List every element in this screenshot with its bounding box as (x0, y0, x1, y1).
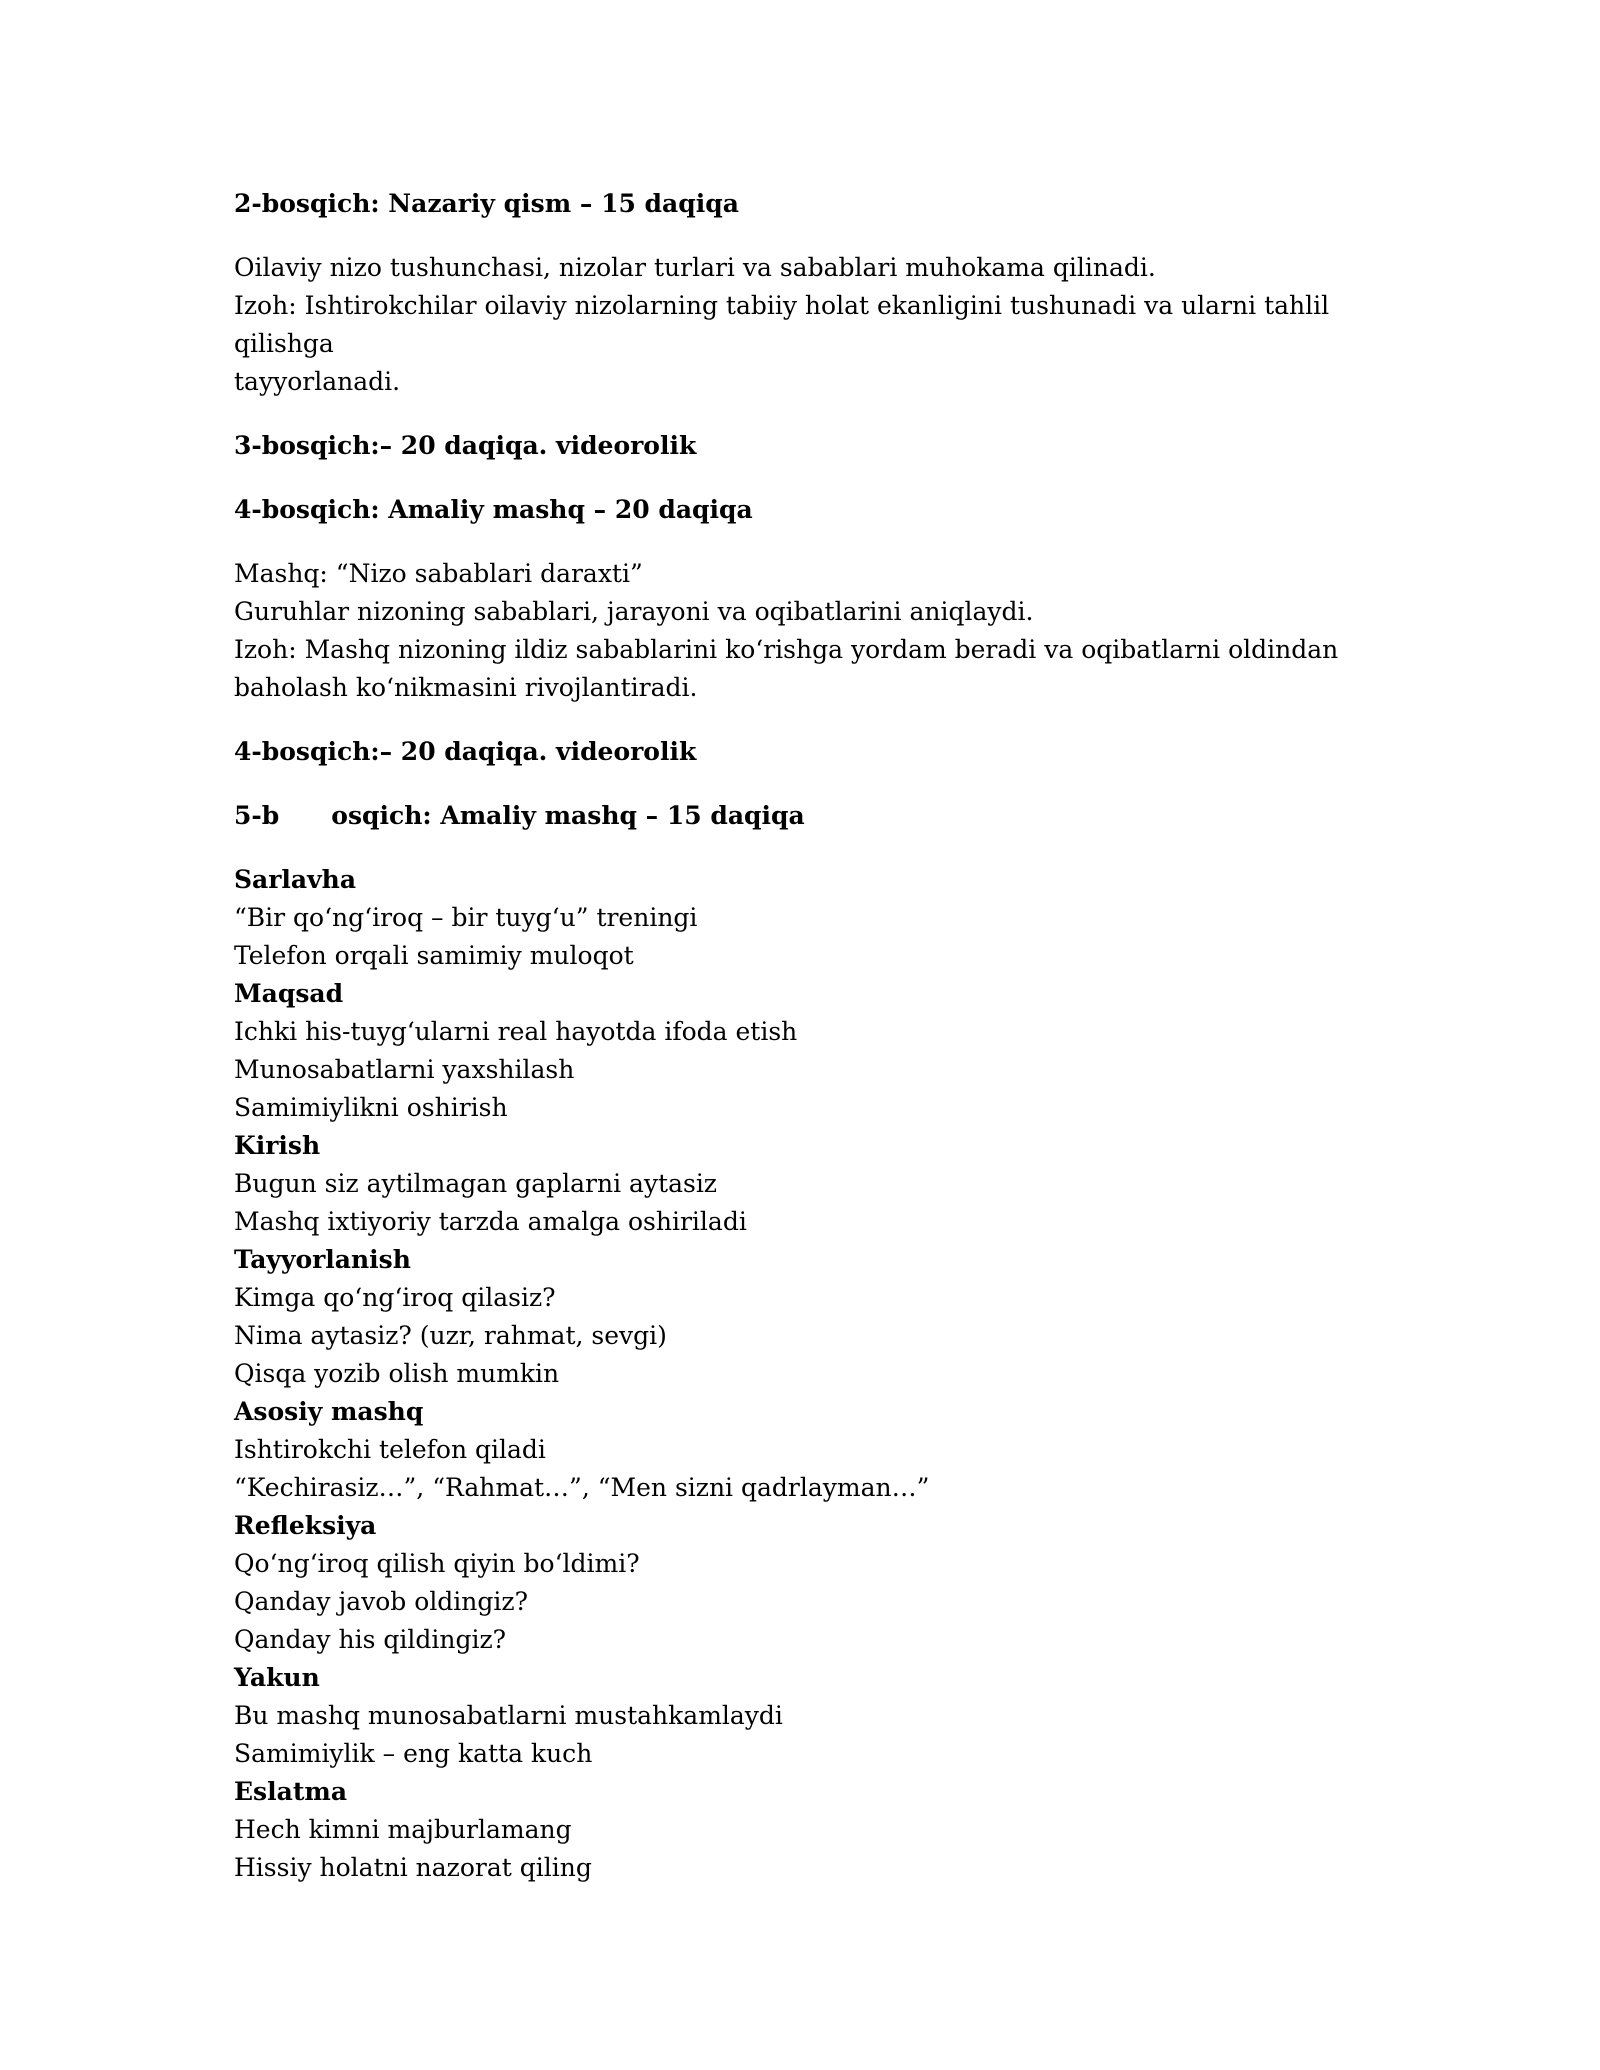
section-line: Nima aytasiz? (uzr, rahmat, sevgi) (234, 1321, 667, 1350)
stage-2-line: Izoh: Ishtirokchilar oilaviy nizolarning tabiiy holat ekanligini tushunadi va ularni tahlil qilishga (234, 291, 1330, 358)
stage-5-heading (234, 797, 1374, 835)
section-title-asosiy-mashq: Asosiy mashq (234, 1397, 424, 1426)
stage-3-heading: 3-bosqich:– 20 daqiqa. videorolik (234, 431, 697, 460)
section-line: Hissiy holatni nazorat qiling (234, 1853, 592, 1882)
section-line: Ichki his-tuyg‘ularni real hayotda ifoda etish (234, 1017, 798, 1046)
document-page (234, 185, 1374, 1887)
section-line: Samimiylik – eng katta kuch (234, 1739, 593, 1768)
section-title-refleksiya: Refleksiya (234, 1511, 377, 1540)
stage-4-line: Izoh: Mashq nizoning ildiz sabablarini ko‘rishga yordam beradi va oqibatlarni oldindan (234, 635, 1339, 664)
section-line: “Bir qo‘ng‘iroq – bir tuyg‘u” treningi (234, 903, 698, 932)
stage-2-line: tayyorlanadi. (234, 367, 401, 396)
section-line: Kimga qo‘ng‘iroq qilasiz? (234, 1283, 556, 1312)
section-line: Qanday javob oldingiz? (234, 1587, 528, 1616)
stage-5-heading-part2: osqich: Amaliy mashq – 15 daqiqa (331, 801, 805, 830)
section-title-yakun: Yakun (234, 1663, 320, 1692)
section-title-tayyorlanish: Tayyorlanish (234, 1245, 411, 1274)
stage-4-heading: 4-bosqich: Amaliy mashq – 20 daqiqa (234, 495, 753, 524)
section-line: Hech kimni majburlamang (234, 1815, 572, 1844)
section-line: Telefon orqali samimiy muloqot (234, 941, 634, 970)
stage-4-line: Mashq: “Nizo sabablari daraxti” (234, 559, 643, 588)
section-line: “Kechirasiz…”, “Rahmat…”, “Men sizni qadrlayman…” (234, 1473, 930, 1502)
stage-2-line: Oilaviy nizo tushunchasi, nizolar turlari va sabablari muhokama qilinadi. (234, 253, 1156, 282)
stage-4-line: Guruhlar nizoning sabablari, jarayoni va oqibatlarini aniqlaydi. (234, 597, 1034, 626)
section-line: Bu mashq munosabatlarni mustahkamlaydi (234, 1701, 783, 1730)
stage-4-video-heading: 4-bosqich:– 20 daqiqa. videorolik (234, 737, 697, 766)
section-line: Qo‘ng‘iroq qilish qiyin bo‘ldimi? (234, 1549, 640, 1578)
section-line: Qisqa yozib olish mumkin (234, 1359, 560, 1388)
section-line: Samimiylikni oshirish (234, 1093, 508, 1122)
training-sections (234, 861, 1374, 1887)
stage-2-heading: 2-bosqich: Nazariy qism – 15 daqiqa (234, 189, 739, 218)
section-line: Qanday his qildingiz? (234, 1625, 507, 1654)
stage-4-line: baholash ko‘nikmasini rivojlantiradi. (234, 673, 698, 702)
stage-2-paragraph (234, 249, 1374, 401)
section-title-eslatma: Eslatma (234, 1777, 348, 1806)
stage-5-heading-part1: 5-b (234, 801, 280, 830)
section-line: Ishtirokchi telefon qiladi (234, 1435, 546, 1464)
section-title-maqsad: Maqsad (234, 979, 344, 1008)
section-title-kirish: Kirish (234, 1131, 321, 1160)
section-line: Mashq ixtiyoriy tarzda amalga oshiriladi (234, 1207, 747, 1236)
stage-4-paragraph (234, 555, 1374, 707)
section-line: Bugun siz aytilmagan gaplarni aytasiz (234, 1169, 717, 1198)
section-title-sarlavha: Sarlavha (234, 865, 357, 894)
section-line: Munosabatlarni yaxshilash (234, 1055, 575, 1084)
